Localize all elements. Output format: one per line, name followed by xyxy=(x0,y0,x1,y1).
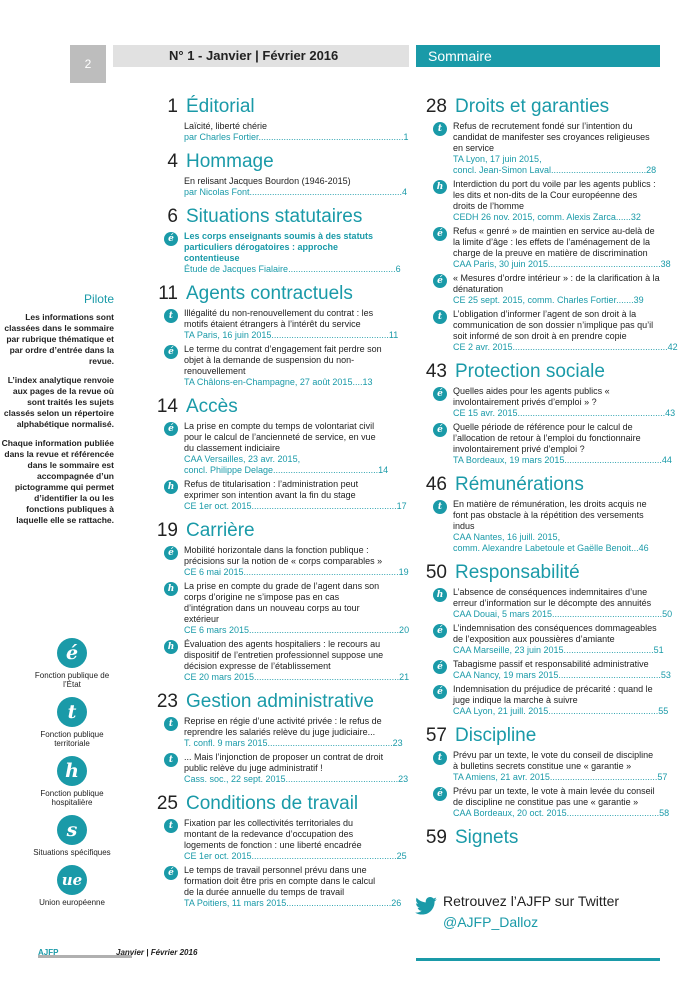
etat-pictogram-icon: é xyxy=(433,624,447,638)
toc-entry[interactable] xyxy=(146,639,410,683)
pilote-title: Pilote xyxy=(83,292,114,306)
section-title: Gestion administrative xyxy=(186,691,374,712)
entry-reference: CAA Bordeaux, 20 oct. 2015.....................................58 xyxy=(453,808,670,818)
entry-title: La prise en compte du grade de l’agent dans son corps d’origine ne s’impose pas en cas d’intégration dans un nouveau corps au tour extérieur xyxy=(184,581,380,624)
section-page-number: 28 xyxy=(425,96,447,117)
toc-entry[interactable] xyxy=(415,499,660,554)
issue-bar: N° 1 - Janvier | Février 2016 xyxy=(113,45,409,67)
footer-rule-right xyxy=(416,958,660,961)
toc-entry[interactable] xyxy=(415,786,670,819)
toc-section xyxy=(146,151,408,198)
entry-title: L’absence de conséquences indemnitaires d’une erreur d’information sur le décompte des annuités xyxy=(453,587,652,608)
entry-reference: par Charles Fortier..........................................................1 xyxy=(184,132,409,142)
legend-item xyxy=(30,865,114,907)
section-heading[interactable] xyxy=(415,474,660,496)
section-title: Discipline xyxy=(455,725,537,746)
toc-entry[interactable] xyxy=(415,273,660,306)
section-title: Hommage xyxy=(186,151,274,172)
entry-reference: CAA Lyon, 21 juill. 2015............................................55 xyxy=(453,706,669,716)
section-title: Rémunérations xyxy=(455,474,584,495)
toc-section xyxy=(415,96,678,353)
entry-reference: CAA Paris, 30 juin 2015.............................................38 xyxy=(453,259,671,269)
entry-indent xyxy=(164,121,178,143)
hospitaliere-pictogram-icon: h xyxy=(164,640,178,654)
entry-title: Refus « genré » de maintien en service au-delà de la limite d’âge : les effets de l’aménagement de la charge de la preuve en matière de discrimination xyxy=(453,226,655,258)
section-heading[interactable] xyxy=(415,562,660,584)
toc-section xyxy=(415,474,660,554)
section-title: Situations statutaires xyxy=(186,206,363,227)
legend-label: Fonction publique territoriale xyxy=(40,730,104,748)
section-page-number: 1 xyxy=(167,96,178,117)
section-title: Éditorial xyxy=(186,96,255,117)
entry-title: La prise en compte du temps de volontariat civil pour le calcul de l’ancienneté de service, en vue du classement indiciaire xyxy=(184,421,376,453)
specifique-pictogram-icon: s xyxy=(57,815,87,845)
twitter-handle-link[interactable]: @AJFP_Dalloz xyxy=(443,914,539,930)
toc-entry[interactable] xyxy=(146,231,401,275)
ue-pictogram-icon: ue xyxy=(57,865,87,895)
legend-label: Fonction publique hospitalière xyxy=(40,789,104,807)
legend-label: Union européenne xyxy=(39,898,105,907)
toc-right-column xyxy=(415,96,678,857)
entry-reference: CE 20 mars 2015..........................................................21 xyxy=(184,672,410,682)
section-page-number: 46 xyxy=(425,474,447,495)
entry-reference: CAA Nancy, 19 mars 2015.........................................53 xyxy=(453,670,671,680)
section-page-number: 4 xyxy=(167,151,178,172)
toc-section xyxy=(415,361,676,466)
toc-entry[interactable] xyxy=(415,623,664,656)
entry-reference: CE 1er oct. 2015..........................................................25 xyxy=(184,851,407,861)
section-title: Agents contractuels xyxy=(186,283,353,304)
entry-title: Refus de titularisation : l’administration peut exprimer son intention avant la fin du stage xyxy=(184,479,359,500)
toc-section xyxy=(415,827,660,849)
territoriale-pictogram-icon: t xyxy=(433,310,447,324)
entry-reference: CE 6 mars 2015............................................................20 xyxy=(184,625,410,635)
section-heading[interactable] xyxy=(415,361,660,383)
etat-pictogram-icon: é xyxy=(433,423,447,437)
toc-entry[interactable] xyxy=(146,344,384,388)
entry-title: Tabagisme passif et responsabilité administrative xyxy=(453,659,649,669)
entry-reference: CAA Marseille, 23 juin 2015....................................51 xyxy=(453,645,664,655)
toc-entry[interactable] xyxy=(415,386,676,419)
entry-title: En relisant Jacques Bourdon (1946-2015) xyxy=(184,176,351,186)
toc-entry[interactable] xyxy=(415,750,668,783)
hospitaliere-pictogram-icon: h xyxy=(433,180,447,194)
entry-reference: CE 6 mai 2015..............................................................19 xyxy=(184,567,409,577)
entry-title: Mobilité horizontale dans la fonction publique : précisions sur la notion de « corps comparables » xyxy=(184,545,383,566)
section-page-number: 50 xyxy=(425,562,447,583)
entry-title: Refus de recrutement fondé sur l’intention du candidat de manifester ses croyances religieuses en service xyxy=(453,121,650,153)
entry-title: En matière de rémunération, les droits acquis ne font pas obstacle à la répétition des versements indus xyxy=(453,499,647,531)
footer xyxy=(38,948,198,957)
section-title: Droits et garanties xyxy=(455,96,610,117)
section-title: Conditions de travail xyxy=(186,793,359,814)
section-page-number: 25 xyxy=(156,793,178,814)
entry-title: Interdiction du port du voile par les agents publics : les dits et non-dits de la Cour européenne des droits de l’homme xyxy=(453,179,656,211)
section-title: Carrière xyxy=(186,520,255,541)
section-title: Accès xyxy=(186,396,238,417)
entry-title: ... Mais l’injonction de proposer un contrat de droit public relève du juge administratif ! xyxy=(184,752,384,773)
section-heading[interactable] xyxy=(146,520,384,542)
territoriale-pictogram-icon: t xyxy=(433,500,447,514)
territoriale-pictogram-icon: t xyxy=(433,751,447,765)
section-page-number: 19 xyxy=(156,520,178,541)
pilote-paragraph: Les informations sont classées dans le sommaire par rubrique thématique et par ordre d’entrée dans la revue. xyxy=(4,312,114,366)
entry-reference: TA Amiens, 21 avr. 2015...........................................57 xyxy=(453,772,668,782)
entry-indent xyxy=(164,176,178,198)
section-page-number: 57 xyxy=(425,725,447,746)
section-page-number: 11 xyxy=(158,283,178,304)
toc-left-column xyxy=(146,96,410,917)
toc-entry[interactable] xyxy=(146,818,407,862)
toc-entry[interactable] xyxy=(415,226,671,270)
toc-section xyxy=(415,725,670,819)
etat-pictogram-icon: é xyxy=(164,345,178,359)
toc-section xyxy=(146,206,401,275)
page-number: 2 xyxy=(70,45,106,83)
entry-reference: CEDH 26 nov. 2015, comm. Alexis Zarca......32 xyxy=(453,212,641,222)
toc-section xyxy=(146,396,407,512)
pilote-paragraph: L’index analytique renvoie aux pages de la revue où sont traités les sujets classés selon un répertoire alphabétique normalisé. xyxy=(3,375,114,429)
section-heading[interactable] xyxy=(146,691,384,713)
toc-section xyxy=(146,96,409,143)
entry-reference: CE 25 sept. 2015, comm. Charles Fortier.......39 xyxy=(453,295,644,305)
toc-entry[interactable] xyxy=(146,308,399,341)
etat-pictogram-icon: é xyxy=(433,685,447,699)
territoriale-pictogram-icon: t xyxy=(164,717,178,731)
pilote-paragraph: Chaque information publiée dans la revue et référencée dans le sommaire est accompagnée d’un pictogramme qui permet d’identifier la ou les fonctions publiques à laquelle elle se rattache. xyxy=(1,438,114,525)
toc-entry[interactable] xyxy=(415,587,673,620)
toc-entry[interactable] xyxy=(415,121,660,176)
territoriale-pictogram-icon: t xyxy=(57,697,87,727)
etat-pictogram-icon: é xyxy=(433,274,447,288)
entry-reference: CAA Nantes, 16 juill. 2015, comm. Alexandre Labetoule et Gaëlle Benoit...46 xyxy=(453,532,649,553)
section-page-number: 23 xyxy=(156,691,178,712)
toc-entry[interactable] xyxy=(415,179,660,223)
entry-title: « Mesures d’ordre intérieur » : de la clarification à la dénaturation xyxy=(453,273,660,294)
footer-journal: AJFP xyxy=(38,948,59,957)
entry-title: Reprise en régie d’une activité privée : le refus de reprendre les salariés relève du juge judiciaire... xyxy=(184,716,382,737)
toc-section xyxy=(415,562,673,717)
entry-reference: TA Châlons-en-Champagne, 27 août 2015....13 xyxy=(184,377,373,387)
toc-entry[interactable] xyxy=(415,684,669,717)
section-heading[interactable] xyxy=(146,793,384,815)
entry-reference: TA Paris, 16 juin 2015...............................................11 xyxy=(184,330,399,340)
entry-title: Quelle période de référence pour le calcul de l’allocation de retour à l’emploi du fonctionnaire involontairement privé d’emploi ? xyxy=(453,422,641,454)
toc-entry[interactable] xyxy=(146,479,407,512)
territoriale-pictogram-icon: t xyxy=(164,819,178,833)
legend-label: Situations spécifiques xyxy=(33,848,111,857)
etat-pictogram-icon: é xyxy=(433,787,447,801)
section-title: Responsabilité xyxy=(455,562,580,583)
section-title: Signets xyxy=(455,827,519,848)
legend-item xyxy=(30,756,114,807)
territoriale-pictogram-icon: t xyxy=(433,122,447,136)
toc-entry[interactable] xyxy=(146,176,408,198)
hospitaliere-pictogram-icon: h xyxy=(164,582,178,596)
entry-reference: par Nicolas Font.............................................................4 xyxy=(184,187,408,197)
entry-title: Prévu par un texte, le vote à main levée du conseil de discipline ne constitue pas une « garantie » xyxy=(453,786,655,807)
etat-pictogram-icon: é xyxy=(433,660,447,674)
entry-reference: TA Bordeaux, 19 mars 2015.......................................44 xyxy=(453,455,672,465)
section-heading[interactable] xyxy=(146,96,384,118)
entry-reference: CE 1er oct. 2015..........................................................17 xyxy=(184,501,407,511)
hospitaliere-pictogram-icon: h xyxy=(164,480,178,494)
toc-section xyxy=(146,793,407,909)
entry-reference: TA Lyon, 17 juin 2015, concl. Jean-Simon Laval......................................28 xyxy=(453,154,657,175)
section-page-number: 43 xyxy=(425,361,447,382)
section-page-number: 6 xyxy=(167,206,178,227)
entry-title: Illégalité du non-renouvellement du contrat : les motifs étaient étrangers à l’intérêt du service xyxy=(184,308,374,329)
section-heading[interactable] xyxy=(146,396,384,418)
entry-title: Fixation par les collectivités territoriales du montant de la redevance d’occupation des logements de fonction : une liberté encadrée xyxy=(184,818,362,850)
twitter-text: Retrouvez l’AJFP sur Twitter xyxy=(443,893,620,909)
entry-title: L’obligation d’informer l’agent de son droit à la communication de son dossier n’implique pas qu’il soit informé de son droit à en prendre copie xyxy=(453,309,654,341)
etat-pictogram-icon: é xyxy=(57,638,87,668)
etat-pictogram-icon: é xyxy=(164,866,178,880)
territoriale-pictogram-icon: t xyxy=(164,309,178,323)
legend-item xyxy=(30,697,114,748)
pilote-sidebar xyxy=(0,292,114,534)
entry-title: L’indemnisation des conséquences dommageables de l’exposition aux poussières d’amiante xyxy=(453,623,657,644)
entry-reference: T. confl. 9 mars 2015..................................................23 xyxy=(184,738,403,748)
hospitaliere-pictogram-icon: h xyxy=(433,588,447,602)
toc-entry[interactable] xyxy=(146,545,409,578)
etat-pictogram-icon: é xyxy=(164,422,178,436)
toc-entry[interactable] xyxy=(415,309,678,353)
etat-pictogram-icon: é xyxy=(433,387,447,401)
toc-entry[interactable] xyxy=(146,421,389,476)
entry-reference: Cass. soc., 22 sept. 2015.............................................23 xyxy=(184,774,409,784)
toc-entry[interactable] xyxy=(146,865,402,909)
entry-reference: Étude de Jacques Fialaire...........................................6 xyxy=(184,264,401,274)
legend-label: Fonction publique de l’État xyxy=(34,671,110,689)
section-title: Protection sociale xyxy=(455,361,605,382)
hospitaliere-pictogram-icon: h xyxy=(57,756,87,786)
section-heading[interactable] xyxy=(146,283,384,305)
etat-pictogram-icon: é xyxy=(164,232,178,246)
section-heading[interactable] xyxy=(415,725,660,747)
legend-item xyxy=(30,815,114,857)
section-heading[interactable] xyxy=(146,206,384,228)
toc-entry[interactable] xyxy=(146,581,410,636)
entry-title: Indemnisation du préjudice de précarité : quand le juge indique la marche à suivre xyxy=(453,684,653,705)
section-title: Sommaire xyxy=(416,45,660,67)
territoriale-pictogram-icon: t xyxy=(164,753,178,767)
entry-title: Évaluation des agents hospitaliers : le recours au dispositif de l’entretien professionnel suppose une décision expresse de l’établissement xyxy=(184,639,384,671)
toc-section xyxy=(146,691,409,785)
entry-title: Quelles aides pour les agents publics « involontairement privés d’emploi » ? xyxy=(453,386,610,407)
toc-entry[interactable] xyxy=(146,716,403,749)
entry-reference: CE 2 avr. 2015..............................................................42 xyxy=(453,342,678,352)
entry-reference: TA Poitiers, 11 mars 2015..........................................26 xyxy=(184,898,402,908)
section-page-number: 14 xyxy=(156,396,178,417)
entry-reference: CAA Douai, 5 mars 2015............................................50 xyxy=(453,609,673,619)
pictogram-legend xyxy=(30,638,114,915)
toc-entry[interactable] xyxy=(415,422,672,466)
entry-title: Le terme du contrat d’engagement fait perdre son objet à la demande de suspension du non-renouvellement xyxy=(184,344,382,376)
etat-pictogram-icon: é xyxy=(433,227,447,241)
entry-title: Les corps enseignants soumis à des statuts particuliers dérogatoires : approche contentieuse xyxy=(184,231,374,263)
toc-entry[interactable] xyxy=(146,752,409,785)
twitter-bird-icon xyxy=(415,897,437,915)
toc-entry[interactable] xyxy=(415,659,671,681)
toc-entry[interactable] xyxy=(146,121,409,143)
section-heading[interactable] xyxy=(146,151,384,173)
entry-title: Laïcité, liberté chérie xyxy=(184,121,268,131)
etat-pictogram-icon: é xyxy=(164,546,178,560)
section-page-number: 59 xyxy=(425,827,447,848)
toc-section xyxy=(146,520,410,683)
entry-reference: CE 15 avr. 2015...........................................................43 xyxy=(453,408,676,418)
toc-section xyxy=(146,283,399,388)
section-heading[interactable] xyxy=(415,827,660,849)
legend-item xyxy=(30,638,114,689)
section-heading[interactable] xyxy=(415,96,660,118)
entry-reference: CAA Versailles, 23 avr. 2015, concl. Philippe Delage..........................................14 xyxy=(184,454,389,475)
footer-date: Janvier | Février 2016 xyxy=(116,948,198,957)
entry-title: Le temps de travail personnel prévu dans une formation doit être pris en compte dans le calcul de la durée annuelle du temps de travail xyxy=(184,865,376,897)
entry-title: Prévu par un texte, le vote du conseil de discipline à bulletins secrets constitue une « garantie » xyxy=(453,750,654,771)
